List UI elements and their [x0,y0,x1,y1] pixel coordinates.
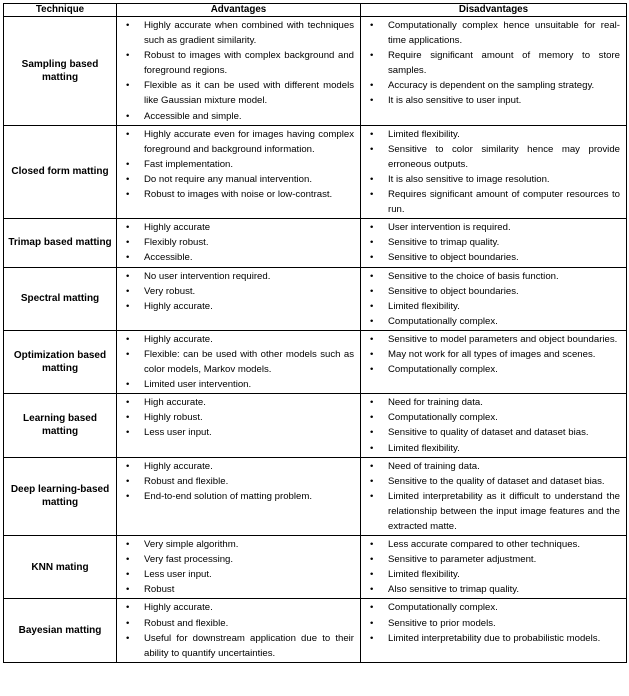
list-item: • Highly accurate. [117,459,360,474]
advantages-cell [117,536,361,599]
table-row [4,599,627,662]
advantages-list [117,459,360,504]
list-item: • Computationally complex. [361,410,626,425]
list-item: • Sensitive to object boundaries. [361,284,626,299]
list-item: • Sensitive to trimap quality. [361,235,626,250]
advantages-cell [117,394,361,457]
comparison-table [3,3,627,663]
list-item: • Highly accurate even for images having complex foreground and background information. [117,127,360,157]
list-item: • Robust to images with noise or low-contrast. [117,187,360,202]
advantages-cell [117,457,361,535]
technique-cell: Spectral matting [4,267,117,330]
disadvantages-cell [361,394,627,457]
list-item: • Need of training data. [361,459,626,474]
list-item: • Limited user intervention. [117,377,360,392]
list-item: • Accuracy is dependent on the sampling strategy. [361,78,626,93]
advantages-list [117,127,360,202]
list-item: • Computationally complex hence unsuitable for real-time applications. [361,18,626,48]
disadvantages-cell [361,536,627,599]
advantages-cell [117,219,361,267]
list-item: • High accurate. [117,395,360,410]
list-item: • Limited flexibility. [361,441,626,456]
list-item: • Need for training data. [361,395,626,410]
list-item: • It is also sensitive to user input. [361,93,626,108]
technique-cell: Deep learning-based matting [4,457,117,535]
disadvantages-cell [361,599,627,662]
table-row [4,17,627,126]
advantages-cell [117,330,361,393]
header-advantages: Advantages [117,4,361,17]
table-row [4,330,627,393]
list-item: • Robust to images with complex background and foreground regions. [117,48,360,78]
list-item: • Very fast processing. [117,552,360,567]
advantages-list [117,18,360,124]
advantages-list [117,220,360,265]
list-item: • Flexible: can be used with other models such as color models, Markov models. [117,347,360,377]
technique-cell: Trimap based matting [4,219,117,267]
disadvantages-list [361,537,626,597]
list-item: • Computationally complex. [361,314,626,329]
disadvantages-list [361,600,626,645]
list-item: • Highly accurate. [117,332,360,347]
advantages-list [117,600,360,660]
advantages-cell [117,599,361,662]
list-item: • Sensitive to parameter adjustment. [361,552,626,567]
list-item: • Limited interpretability as it difficult to understand the relationship between the input image features and the extracted matte. [361,489,626,534]
disadvantages-list [361,395,626,455]
list-item: • Robust and flexible. [117,474,360,489]
disadvantages-cell [361,17,627,126]
technique-cell: Sampling based matting [4,17,117,126]
technique-cell: KNN mating [4,536,117,599]
list-item: • May not work for all types of images and scenes. [361,347,626,362]
table-row [4,219,627,267]
list-item: • Less accurate compared to other techniques. [361,537,626,552]
advantages-list [117,269,360,314]
advantages-list [117,537,360,597]
list-item: • Require significant amount of memory to store samples. [361,48,626,78]
list-item: • Fast implementation. [117,157,360,172]
list-item: • Very robust. [117,284,360,299]
disadvantages-cell [361,457,627,535]
list-item: • It is also sensitive to image resolution. [361,172,626,187]
list-item: • Sensitive to color similarity hence may provide erroneous outputs. [361,142,626,172]
disadvantages-list [361,332,626,377]
disadvantages-list [361,269,626,329]
list-item: • Highly robust. [117,410,360,425]
list-item: • Highly accurate. [117,299,360,314]
list-item: • Limited interpretability due to probabilistic models. [361,631,626,646]
list-item: • Sensitive to prior models. [361,616,626,631]
disadvantages-list [361,220,626,265]
disadvantages-list [361,18,626,109]
disadvantages-list [361,127,626,218]
list-item: • Sensitive to object boundaries. [361,250,626,265]
list-item: • User intervention is required. [361,220,626,235]
disadvantages-list [361,459,626,534]
list-item: • Less user input. [117,567,360,582]
technique-cell: Closed form matting [4,125,117,219]
list-item: • Requires significant amount of computer resources to run. [361,187,626,217]
list-item: • Computationally complex. [361,362,626,377]
technique-cell: Optimization based matting [4,330,117,393]
advantages-cell [117,125,361,219]
list-item: • Flexible as it can be used with different models like Gaussian mixture model. [117,78,360,108]
list-item: • Highly accurate [117,220,360,235]
advantages-cell [117,17,361,126]
disadvantages-cell [361,330,627,393]
list-item: • Flexibly robust. [117,235,360,250]
list-item: • Sensitive to model parameters and object boundaries. [361,332,626,347]
list-item: • Also sensitive to trimap quality. [361,582,626,597]
list-item: • Very simple algorithm. [117,537,360,552]
advantages-list [117,395,360,440]
table-row [4,457,627,535]
table-row [4,394,627,457]
disadvantages-cell [361,219,627,267]
list-item: • Sensitive to quality of dataset and dataset bias. [361,425,626,440]
list-item: • No user intervention required. [117,269,360,284]
list-item: • Useful for downstream application due to their ability to quantify uncertainties. [117,631,360,661]
list-item: • Sensitive to the quality of dataset and dataset bias. [361,474,626,489]
list-item: • Accessible and simple. [117,109,360,124]
table-row [4,267,627,330]
advantages-list [117,332,360,392]
list-item: • Sensitive to the choice of basis function. [361,269,626,284]
table-body [4,17,627,663]
list-item: • Computationally complex. [361,600,626,615]
header-disadvantages: Disadvantages [361,4,627,17]
list-item: • Limited flexibility. [361,299,626,314]
list-item: • Do not require any manual intervention. [117,172,360,187]
table-row [4,125,627,219]
list-item: • Highly accurate when combined with techniques such as gradient similarity. [117,18,360,48]
list-item: • Limited flexibility. [361,567,626,582]
list-item: • End-to-end solution of matting problem. [117,489,360,504]
header-technique: Technique [4,4,117,17]
header-row [4,4,627,17]
disadvantages-cell [361,267,627,330]
list-item: • Limited flexibility. [361,127,626,142]
list-item: • Accessible. [117,250,360,265]
technique-cell: Learning based matting [4,394,117,457]
advantages-cell [117,267,361,330]
disadvantages-cell [361,125,627,219]
list-item: • Robust [117,582,360,597]
technique-cell: Bayesian matting [4,599,117,662]
list-item: • Highly accurate. [117,600,360,615]
list-item: • Less user input. [117,425,360,440]
table-row [4,536,627,599]
list-item: • Robust and flexible. [117,616,360,631]
